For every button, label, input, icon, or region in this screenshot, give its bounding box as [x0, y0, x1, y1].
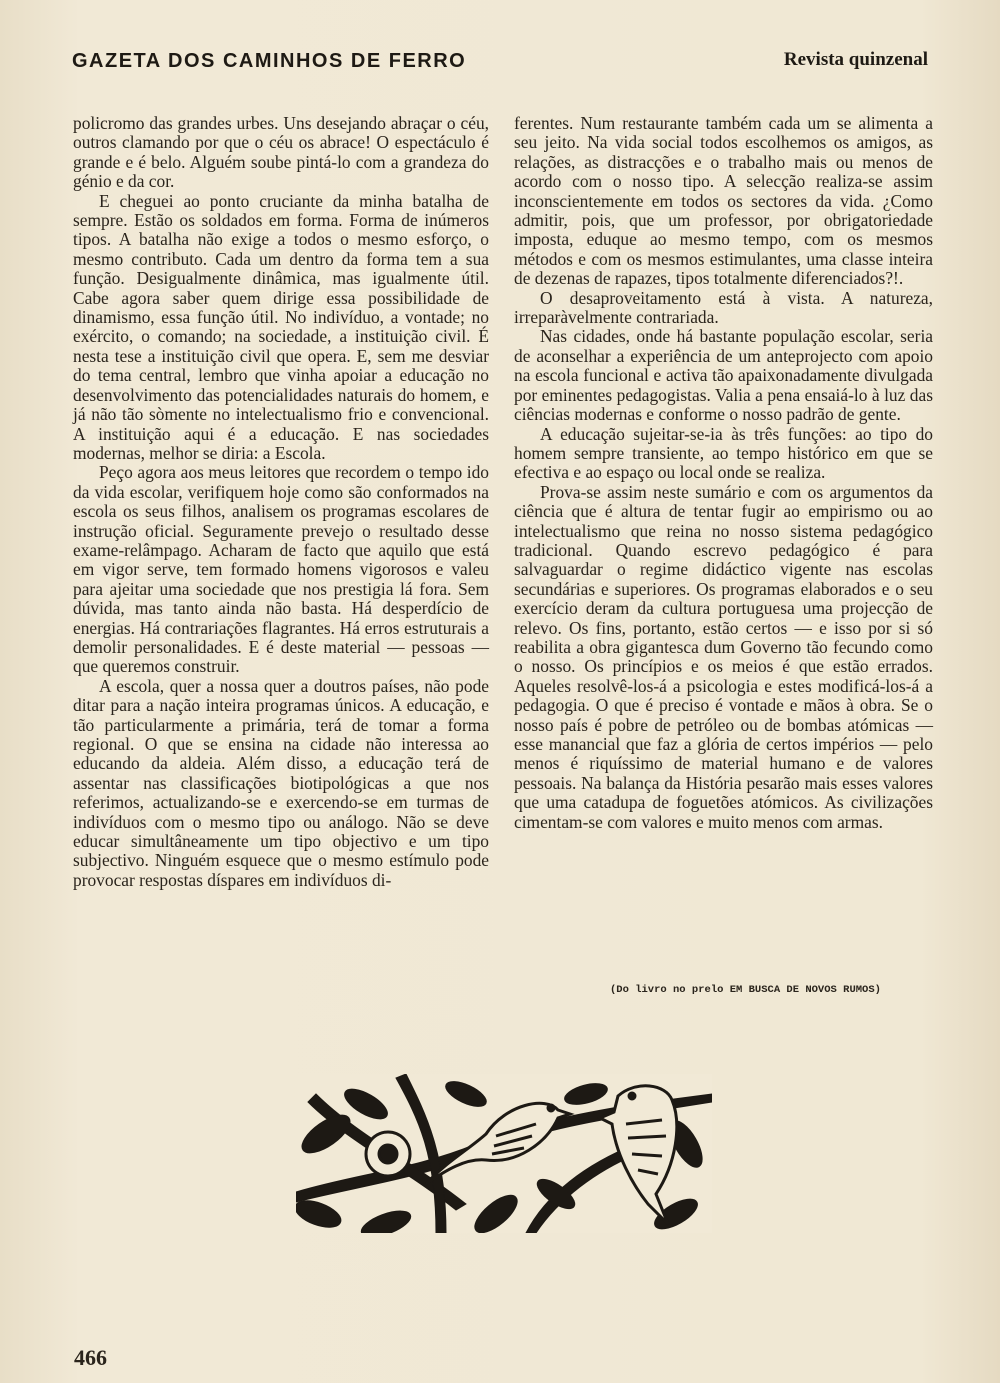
paragraph: Prova-se assim neste sumário e com os argumentos da ciência que é altura de tentar fugir ao empirismo ou ao intelectualismo que reina no nosso sistema pedagógico tradicional. Quando escrevo pedagógico é para salvaguardar o regime didáctico vigente nas escolas secundárias e superiores. Os programas elaborados e o seu exercício deram da cultura portuguesa uma projecção de relevo. Os fins, portanto, estão certos — e isso por si só reabilita a obra gigantesca dum Governo tão fecundo como o nosso. Os princípios e os meios é que estão errados. Aqueles resolvê-los-á a psicologia e estes modificá-los-á a pedagogia. O que é preciso é vontade e mãos à obra. Se o nosso país é pobre de petróleo ou de bombas atómicas — esse manancial que faz a glória de certos impérios — pelo menos é riquíssimo de material humano e de valores pessoais. Na balança da História pesarão mais esses valores que uma catadupa de foguetões atómicos. As civilizações cimentam-se com valores e muito menos com armas.: [514, 481, 933, 832]
paragraph: Peço agora aos meus leitores que recordem o tempo ido da vida escolar, verifiquem hoje como são conformados na escola os seus filhos, analisem os programas escolares de instrução oficial. Seguramente prevejo o resultado desse exame-relâmpago. Acharam de facto que aquilo que está em vigor serve, tem formado homens vigorosos e valeu para ajeitar uma sociedade que nos prestigia lá fora. Sem dúvida, mas tanto ainda não basta. Há desperdício de energias. Há contrariações flagrantes. Há erros estruturais a demolir personalidades. E é deste material — pessoas — que queremos construir.: [73, 462, 489, 677]
publication-section: Revista quinzenal: [783, 49, 928, 70]
paragraph: A escola, quer a nossa quer a doutros países, não pode ditar para a nação inteira programas únicos. A educação, e tão particularmente a primária, terá de tomar a forma regional. O que se ensina na cidade não interessa ao educando da aldeia. Além disso, a educação terá de assentar nas classificações biotipológicas a que nos referimos, actualizando-se e exercendo-se em turmas de indivíduos com o mesmo tipo ou análogo. Não se deve educar simultâneamente um tipo objectivo e um tipo subjectivo. Ninguém esquece que o mesmo estímulo pode provocar respostas díspares em indivíduos di-: [73, 675, 489, 890]
paragraph: policromo das grandes urbes. Uns desejando abraçar o céu, outros clamando por que o céu os abrace! O espectáculo é grande e é belo. Alguém soube pintá-lo com a grandeza do génio e da cor.: [73, 113, 489, 192]
left-column: [73, 114, 489, 890]
right-column: [514, 114, 933, 832]
paragraph: ferentes. Num restaurante também cada um se alimenta a seu jeito. Na vida social todos escolhemos os amigos, as relações, as distracções e o trabalho mais ou menos de acordo com o nosso tipo. A selecção realiza-se assim inconscientemente em todos os sectores da vida. ¿Como admitir, pois, que um professor, por obrigatoriedade imposta, eduque ao mesmo tempo, com os mesmos métodos e com os mesmos estimulantes, uma classe inteira de dezenas de rapazes, tipos totalmente diferenciados?!.: [514, 113, 933, 289]
paragraph: O desaproveitamento está à vista. A natureza, irreparàvelmente contrariada.: [514, 287, 933, 328]
page-number: 466: [74, 1345, 107, 1370]
source-citation: (Do livro no prelo EM BUSCA DE NOVOS RUMOS): [610, 984, 881, 996]
paragraph: E cheguei ao ponto cruciante da minha batalha de sempre. Estão os soldados em forma. Forma de inúmeros tipos. A batalha não exige a todos o mesmo esforço, o mesmo contributo. Cada um dentro da forma tem a sua função. Desigualmente dinâmica, mas igualmente útil. Cabe agora saber quem dirige essa possibilidade de dinamismo, essa função útil. No indivíduo, a vontade; no exército, o comando; na sociedade, a instituição civil. É nesta tese a instituição civil que opera. E, sem me desviar do tema central, lembro que vinha apoiar a educação no desenvolvimento das potencialidades naturais do homem, e já não tão sòmente no intelectualismo frio e convencional. A instituição aqui é a educação. E nas sociedades modernas, melhor se diria: a Escola.: [73, 190, 489, 463]
birds-on-branches-woodcut-icon: [296, 1074, 712, 1233]
paragraph: A educação sujeitar-se-ia às três funções: ao tipo do homem sempre transiente, ao tempo histórico em que se efectiva e ao espaço ou local onde se realiza.: [514, 423, 933, 483]
publication-title: GAZETA DOS CAMINHOS DE FERRO: [72, 50, 467, 72]
paragraph: Nas cidades, onde há bastante população escolar, seria de aconselhar a experiência de um anteprojecto com apoio na escola funcional e activa tão apaixonadamente divulgada por eminentes pedagogistas. Valia a pena ensaiá-lo à luz das ciências modernas e conforme o nosso padrão de gente.: [514, 326, 933, 425]
